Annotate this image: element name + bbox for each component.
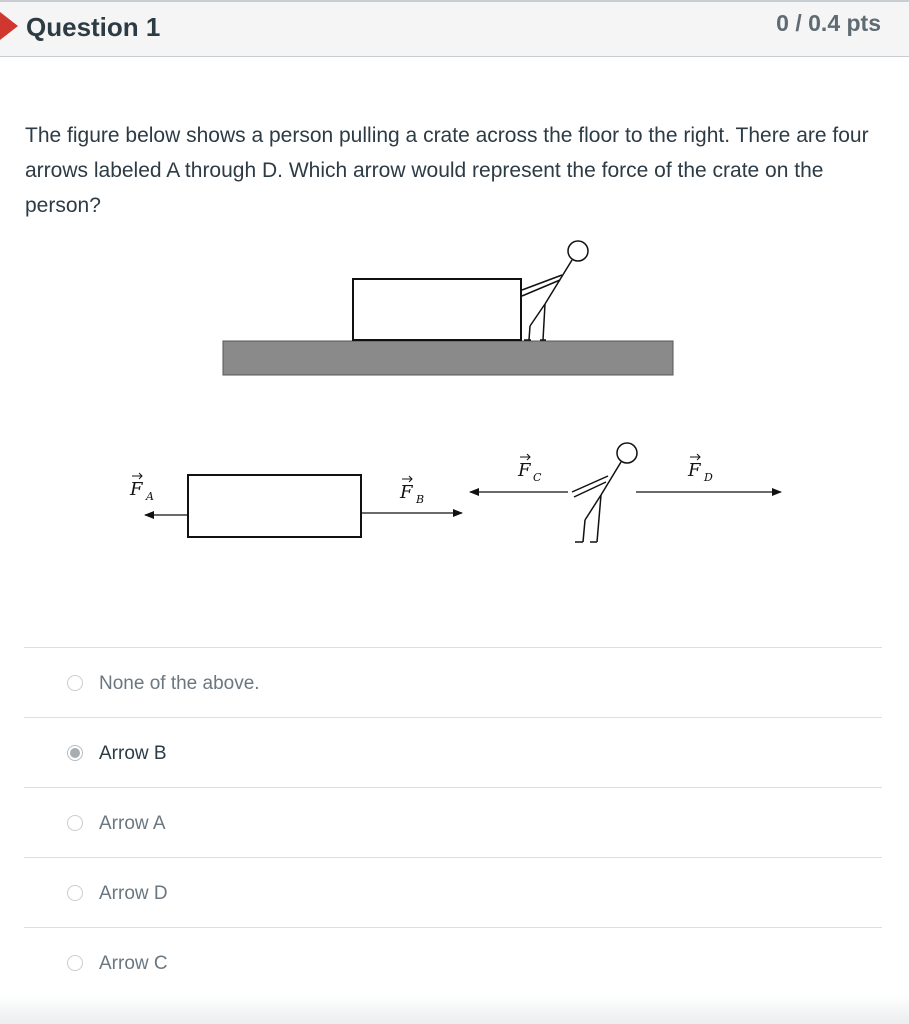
radio-button[interactable] (67, 885, 83, 901)
answer-option[interactable] (24, 787, 882, 857)
physics-figure (0, 230, 909, 560)
crate-top (353, 279, 521, 340)
answer-label[interactable]: Arrow A (99, 813, 166, 834)
bottom-fade (0, 994, 909, 1024)
person-top (522, 241, 588, 340)
flag-icon[interactable] (0, 12, 18, 40)
answer-label[interactable]: Arrow B (99, 743, 167, 764)
answer-label[interactable]: Arrow D (99, 883, 168, 904)
label-fd-sub: D (704, 471, 713, 484)
question-header (0, 0, 909, 57)
floor (223, 341, 673, 375)
question-points: 0 / 0.4 pts (776, 10, 881, 36)
label-fd (687, 454, 713, 484)
label-fc-sub: C (533, 471, 542, 484)
question-text: The figure below shows a person pulling a crate across the floor to the right. There are four arrows labeled A through D. Which arrow would represent the force of the crate on the person? (25, 124, 869, 217)
label-fb-f: F (400, 482, 413, 503)
radio-button-selected[interactable] (67, 745, 83, 761)
answer-label[interactable]: None of the above. (99, 673, 260, 694)
answer-option[interactable] (24, 857, 882, 927)
label-fb (399, 476, 424, 506)
crate-free-body (188, 475, 361, 537)
label-fc (517, 454, 542, 484)
answer-list (24, 647, 882, 997)
label-fc-f: F (518, 460, 531, 481)
radio-button[interactable] (67, 815, 83, 831)
answer-option[interactable] (24, 647, 882, 717)
label-fb-sub: B (416, 493, 425, 506)
radio-button[interactable] (67, 955, 83, 971)
answer-option[interactable] (24, 927, 882, 997)
label-fa (129, 473, 154, 503)
label-fd-f: F (688, 460, 701, 481)
answer-option[interactable] (24, 717, 882, 787)
label-fa-f: F (130, 479, 143, 500)
label-fa-sub: A (146, 490, 154, 503)
answer-label[interactable]: Arrow C (99, 953, 168, 974)
person-free-body (572, 443, 637, 542)
question-title: Question 1 (26, 12, 161, 42)
radio-button[interactable] (67, 675, 83, 691)
